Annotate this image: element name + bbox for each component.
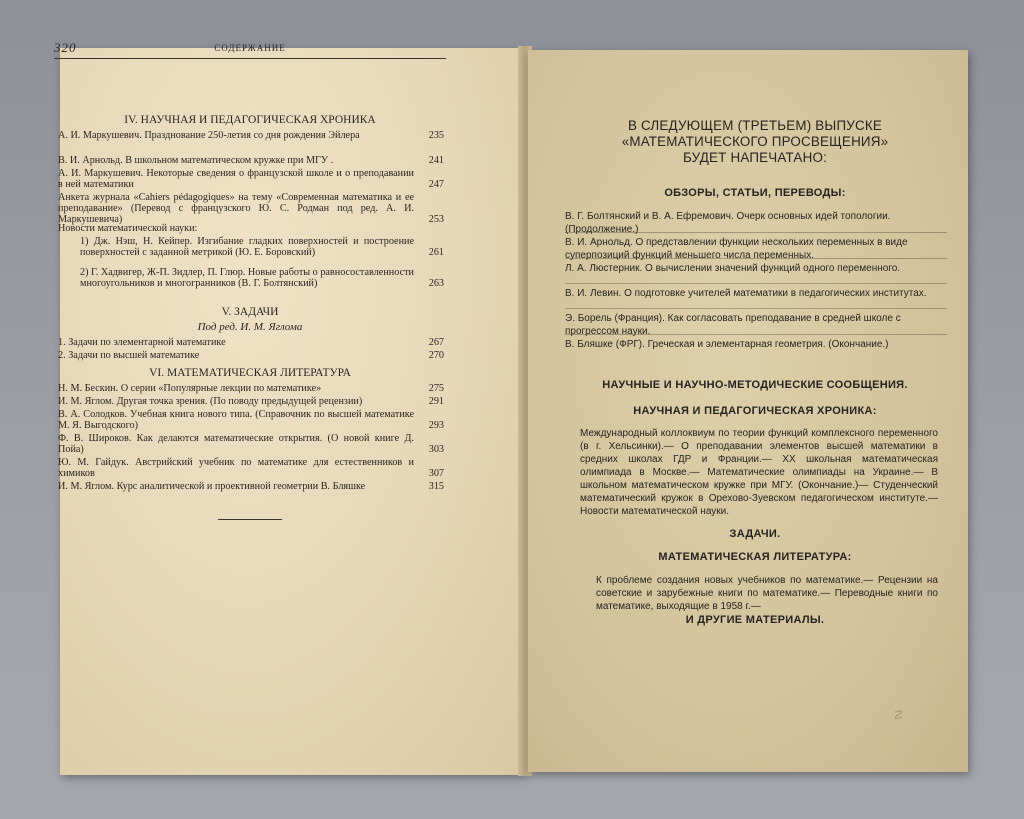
problems-title: ЗАДАЧИ. (729, 528, 781, 540)
page-number: 320 (54, 40, 77, 55)
toc-entry: Новости математической науки: (58, 223, 198, 234)
literature-title: МАТЕМАТИЧЕСКАЯ ЛИТЕРАТУРА: (658, 551, 852, 563)
review-item: Л. А. Люстерник. О вычислении значений функций одного переменного. (565, 262, 947, 275)
review-item: Э. Борель (Франция). Как согласовать преподавание в средней школе с прогрессом науки. (565, 312, 947, 338)
other-materials: И ДРУГИЕ МАТЕРИАЛЫ. (685, 614, 825, 626)
toc-entry: Ю. М. Гайдук. Австрийский учебник по математике для естественников и химиков 307 (58, 457, 444, 479)
section-title-literature: VI. МАТЕМАТИЧЕСКАЯ ЛИТЕРАТУРА (149, 367, 351, 379)
review-item: В. И. Левин. О подготовке учителей математики в педагогических институтах. (565, 287, 947, 300)
toc-entry: В. А. Солодков. Учебная книга нового типа. (Справочник по высшей математике М. Я. Выгодского) 293 (58, 409, 444, 431)
toc-entry: И. М. Яглом. Другая точка зрения. (По поводу предыдущей рецензии) 291 (58, 396, 444, 407)
review-item: В. Бляшке (ФРГ). Греческая и элементарная геометрия. (Окончание.) (565, 338, 947, 351)
header-rule (54, 58, 446, 59)
messages-title: НАУЧНЫЕ И НАУЧНО-МЕТОДИЧЕСКИЕ СООБЩЕНИЯ. (602, 379, 908, 391)
running-title: СОДЕРЖАНИЕ (214, 43, 286, 53)
toc-entry: И. М. Яглом. Курс аналитической и проективной геометрии В. Бляшке 315 (58, 481, 444, 492)
section-title-problems: V. ЗАДАЧИ (221, 306, 279, 318)
literature-text: К проблеме создания новых учебников по математике.— Рецензии на советские и зарубежные книги по математике.— Переводные книги по математике, выходящие в 1958 г.— (596, 575, 938, 612)
review-item: В. И. Арнольд. О представлении функции нескольких переменных в виде суперпозиций функций меньшего числа переменных. (565, 236, 947, 262)
toc-entry: 1) Дж. Нэш, Н. Кейпер. Изгибание гладких поверхностей и построение поверхностей с заданной метрикой (Ю. Е. Боровский) 261 (80, 236, 444, 258)
review-item: В. Г. Болтянский и В. А. Ефремович. Очерк основных идей топологии. (Продолжение.) (565, 211, 891, 235)
toc-entry: 2) Г. Хадвигер, Ж-П. Зидлер, П. Глюр. Новые работы о равносоставленности многоугольников и многогранников (В. Г. Болтянский) 263 (80, 267, 444, 289)
reviews-title: ОБЗОРЫ, СТАТЬИ, ПЕРЕВОДЫ: (664, 187, 846, 199)
toc-entry: Ф. В. Широков. Как делаются математические открытия. (О новой книге Д. Пойа) 303 (58, 433, 444, 455)
section-subtitle-editor: Под ред. И. М. Яглома (197, 321, 303, 333)
toc-entry: Анкета журнала «Cahiers pédagogiques» на тему «Современная математика и ее преподавание» (Перевод с французского Ю. С. Родман под ред. А. И. Маркушевича) 253 (58, 192, 444, 225)
toc-entry: В. И. Арнольд. В школьном математическом кружке при МГУ . 241 (58, 155, 444, 166)
chronicle-title: НАУЧНАЯ И ПЕДАГОГИЧЕСКАЯ ХРОНИКА: (633, 405, 877, 417)
chronicle-text: Международный коллоквиум по теории функций комплексного переменного (в г. Хельсинки).— О преподавании элементов высшей математики в средних школах ГДР и Франции.— XX школьная математическая олимпиада в Москве.— Математические олимпиады на Украине.— В школьном математическом кружке при МГУ. (Окончание.)— Студенческий математический кружок в Орехово-Зуевском педагогическом институте.— Новости математической науки. (580, 428, 938, 517)
section-title-chronicle: IV. НАУЧНАЯ И ПЕДАГОГИЧЕСКАЯ ХРОНИКА (124, 114, 376, 126)
toc-entry: А. И. Маркушевич. Некоторые сведения о французской школе и о преподавании в ней математики 247 (58, 168, 444, 190)
toc-entry: А. И. Маркушевич. Празднование 250-летия со дня рождения Эйлера 235 (58, 130, 444, 141)
end-rule (218, 519, 282, 520)
toc-entry: Н. М. Бескин. О серии «Популярные лекции по математике» 275 (58, 383, 444, 394)
toc-entry: 2. Задачи по высшей математике 270 (58, 350, 444, 361)
toc-entry: 1. Задачи по элементарной математике 267 (58, 337, 444, 348)
announcement-heading: В СЛЕДУЮЩЕМ (ТРЕТЬЕМ) ВЫПУСКЕ «МАТЕМАТИЧЕСКОГО ПРОСВЕЩЕНИЯ» БУДЕТ НАПЕЧАТАНО: (621, 118, 889, 165)
pencil-mark: ☡ (892, 708, 903, 722)
